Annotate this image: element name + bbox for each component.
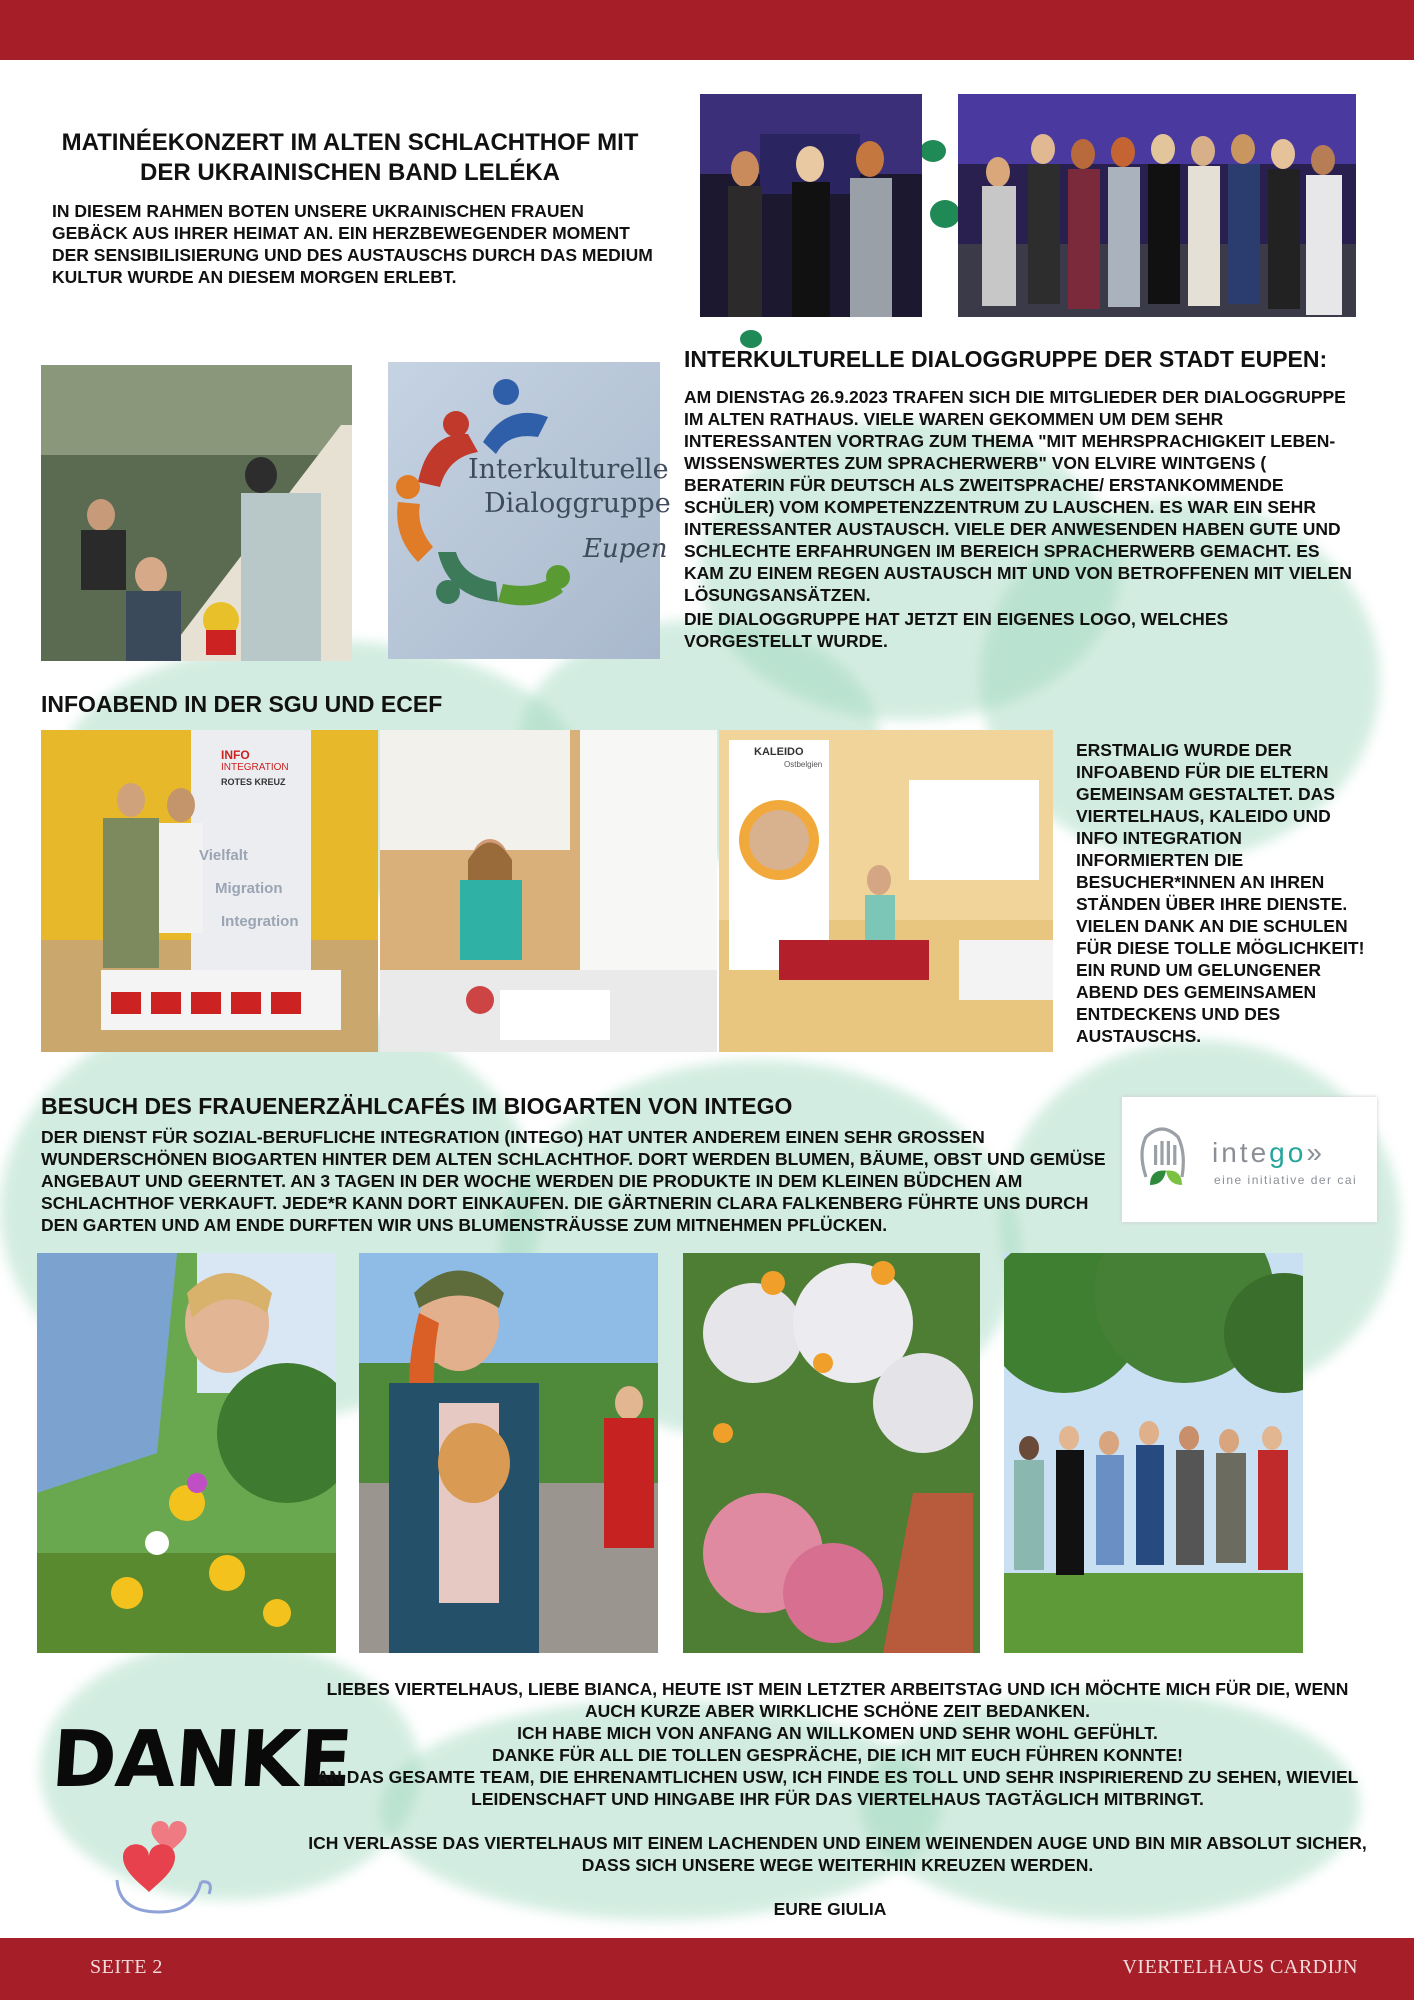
photo-infoabend-viertelhaus [380,730,717,1052]
intego-logo [1122,1097,1377,1222]
thanks-paragraph-3: DANKE FÜR ALL DIE TOLLEN GESPRÄCHE, DIE ICH MIT EUCH FÜHREN KONNTE! [492,1745,1183,1765]
section4-body: DER DIENST FÜR SOZIAL-BERUFLICHE INTEGRATION (INTEGO) HAT UNTER ANDEREM EINEN SEHR GROSSEN WUNDERSCHÖNEN BIOGARTEN HINTER DEM ALTEN SCHLACHTHOF. DORT WERDEN BLUMEN, BÄUME, OBST UND GEMÜSE ANGEBAUT UND GEERNTET. AN 3 TAGEN IN DER WOCHE WERDEN DIE PRODUKTE IN DEM KLEINEN BÜDCHEN AM SCHLACHTHOF VERKAUFT. JEDE*R KANN DORT EINKAUFEN. DIE GÄRTNERIN CLARA FALKENBERG FÜHRTE UNS DURCH DEN GARTEN UND AM ENDE DURFTEN WIR UNS BLUMENSTRÄUSSE ZUM MITNEHMEN PFLÜCKEN. [41,1127,1106,1235]
section2-title: INTERKULTURELLE DIALOGGRUPPE DER STADT EUPEN: [684,346,1328,372]
hearts-cup-icon [108,1812,220,1922]
photo-infoabend-kaleido [719,730,1053,1052]
danke-heading: DANKE [48,1715,355,1805]
ink-splash [930,200,960,228]
thanks-signature: EURE GIULIA [773,1899,887,1919]
section2-body2: DIE DIALOGGRUPPE HAT JETZT EIN EIGENES LOGO, WELCHES VORGESTELLT WURDE. [684,609,1229,651]
banner-line3: ROTES KREUZ [221,777,286,787]
photo-garden-woman-flowers [37,1253,336,1653]
banner-word2: Migration [215,880,283,897]
banner-line1: INFO [221,748,250,762]
intego-tagline: eine initiative der cai [1214,1173,1358,1187]
photo-garden-group [1004,1253,1303,1653]
photo-concert-group-large [958,94,1356,317]
hand-leaf-icon [1138,1121,1194,1193]
photo-concert-group-small [700,94,922,317]
thanks-paragraph-1: LIEBES VIERTELHAUS, LIEBE BIANCA, HEUTE IST MEIN LETZTER ARBEITSTAG UND ICH MÖCHTE MICH FÜR DIE, WENN AUCH KURZE ABER WIRKLICHE SCHÖNE ZEIT BEDANKEN. [326,1679,1349,1721]
intego-arrows: » [1306,1137,1325,1168]
intego-wordmark [1212,1137,1325,1169]
logo-line2: Dialoggruppe [484,488,671,519]
thanks-paragraph-2: ICH HABE MICH VON ANFANG AN WILLKOMEN UND SEHR WOHL GEFÜHLT. [517,1723,1158,1743]
footer-page-number: SEITE 2 [90,1956,163,1978]
banner-kaleido-title: KALEIDO [754,746,804,758]
thanks-paragraph-5: ICH VERLASSE DAS VIERTELHAUS MIT EINEM LACHENDEN UND EINEM WEINENDEN AUGE UND BIN MIR ABSOLUT SICHER, DASS SICH UNSERE WEGE WEITERHIN KREUZEN WERDEN. [308,1833,1367,1875]
section4-title: BESUCH DES FRAUENERZÄHLCAFÉS IM BIOGARTEN VON INTEGO [41,1093,793,1119]
photo-infoabend-rotes-kreuz [41,730,378,1052]
header-bar [0,0,1414,60]
logo-line3: Eupen [583,534,668,564]
photo-garden-gardener-cat [359,1253,658,1653]
section3-body: ERSTMALIG WURDE DER INFOABEND FÜR DIE ELTERN GEMEINSAM GESTALTET. DAS VIERTELHAUS, KALEIDO UND INFO INTEGRATION INFORMIERTEN DIE BESUCHER*INNEN AN IHREN STÄNDEN ÜBER IHRE DIENSTE. VIELEN DANK AN DIE SCHULEN FÜR DIESE TOLLE MÖGLICHKEIT! EIN RUND UM GELUNGENER ABEND DES GEMEINSAMEN ENTDECKENS UND DES AUSTAUSCHS. [1076,740,1365,1046]
banner-word3: Integration [221,913,299,930]
dialoggruppe-logo [388,362,671,659]
section1-title: MATINÉEKONZERT IM ALTEN SCHLACHTHOF MIT DER UKRAINISCHEN BAND LELÉKA [61,129,639,186]
ink-splash [920,140,946,162]
intego-name-a: inte [1212,1137,1270,1168]
intego-name-b: go [1269,1137,1307,1168]
thanks-paragraph-4: AN DAS GESAMTE TEAM, DIE EHRENAMTLICHEN USW, ICH FINDE ES TOLL UND SEHR INSPIRIEREND ZU SEHEN, WIEVIEL LEIDENSCHAFT UND HINGABE IHR FÜR DAS VIERTELHAUS TAGTÄGLICH MITBRINGT. [316,1767,1359,1809]
section1-body: IN DIESEM RAHMEN BOTEN UNSERE UKRAINISCHEN FRAUEN GEBÄCK AUS IHRER HEIMAT AN. EIN HERZBEWEGENDER MOMENT DER SENSIBILISIERUNG UND DES AUSTAUSCHS DURCH DAS MEDIUM KULTUR WURDE AN DIESEM MORGEN ERLEBT. [52,201,653,287]
banner-word1: Vielfalt [199,847,248,864]
photo-dialog-meeting [41,365,352,661]
footer-organization: VIERTELHAUS CARDIJN [1122,1956,1358,1978]
banner-info-integration [191,748,311,930]
banner-kaleido-sub: Ostbelgien [784,760,823,769]
section2-body: AM DIENSTAG 26.9.2023 TRAFEN SICH DIE MITGLIEDER DER DIALOGGRUPPE IM ALTEN RATHAUS. VIELE WAREN GEKOMMEN UM DEM SEHR INTERESSANTEN VORTRAG ZUM THEMA "MIT MEHRSPRACHIGKEIT LEBEN- WISSENSWERTES ZUM SPRACHERWERB" VON ELVIRE WINTGENS ( BERATERIN FÜR DEUTSCH ALS ZWEITSPRACHE/ ERSTANKOMMENDE SCHÜLER) VOM KOMPETENZZENTRUM ZU LAUSCHEN. ES WAR EIN SEHR INTERESSANTER AUSTAUSCH. VIELE DER ANWESENDEN HABEN GUTE UND SCHLECHTE ERFAHRUNGEN IM BEREICH SPRACHERWERB GEMACHT. ES KAM ZU EINEM REGEN AUSTAUSCH MIT UND VON BETROFFENEN MIT VIELEN LÖSUNGSANSÄTZEN. [684,387,1352,605]
banner-line2: INTEGRATION [221,762,289,773]
logo-line1: Interkulturelle [468,454,669,485]
section3-title: INFOABEND IN DER SGU UND ECEF [41,691,443,717]
photo-garden-flower-bed [683,1253,980,1653]
